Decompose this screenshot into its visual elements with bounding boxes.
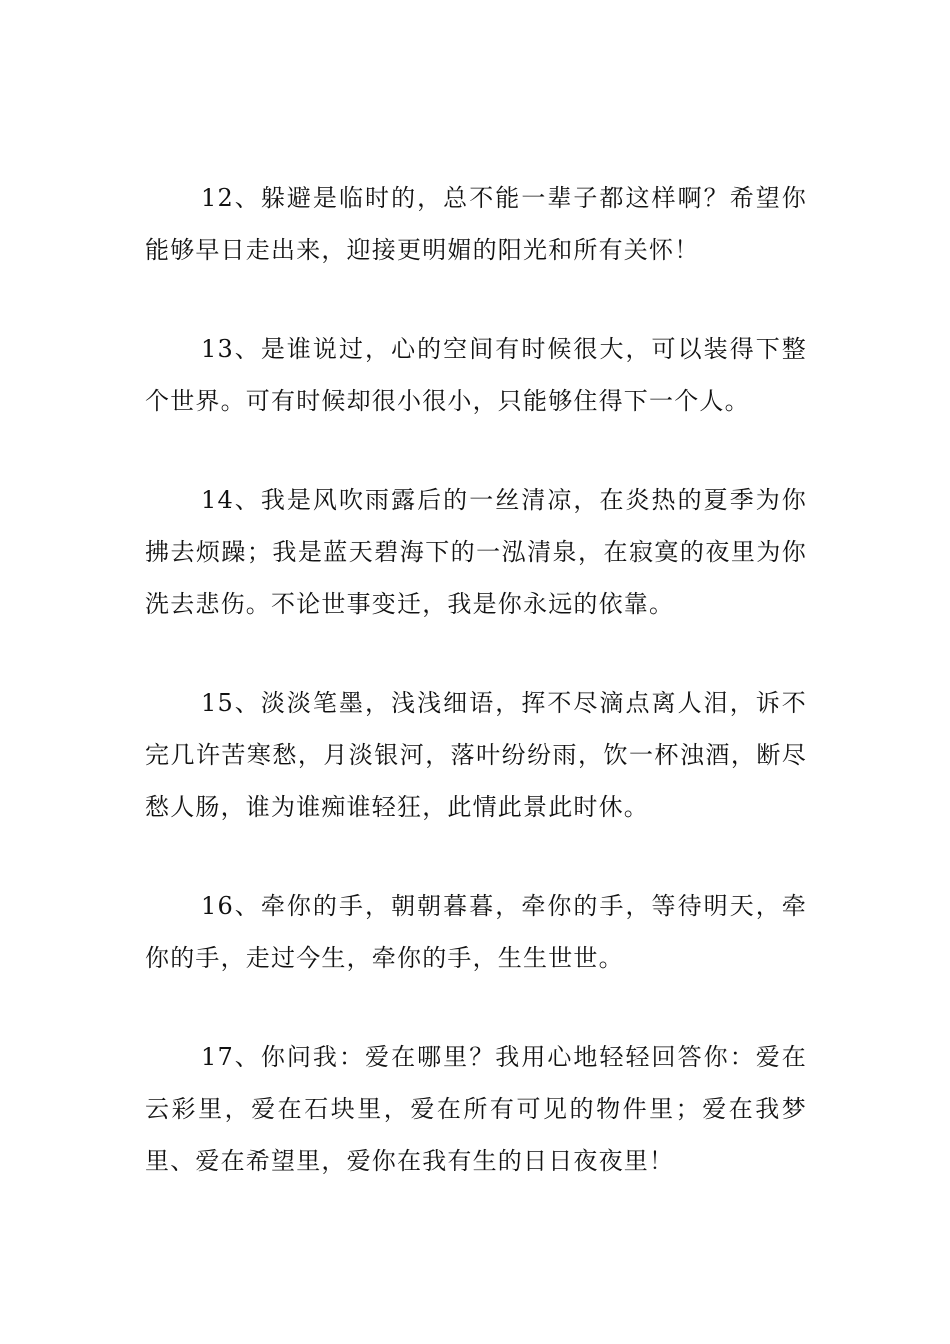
paragraph-16: 16、牵你的手，朝朝暮暮，牵你的手，等待明天，牵你的手，走过今生，牵你的手，生生世世。 (145, 892, 807, 972)
paragraph-15: 15、淡淡笔墨，浅浅细语，挥不尽滴点离人泪，诉不完几许苦寒愁，月淡银河，落叶纷纷雨，饮一杯浊酒，断尽愁人肠，谁为谁痴谁轻狂，此情此景此时休。 (145, 689, 807, 821)
paragraph-13: 13、是谁说过，心的空间有时候很大，可以装得下整个世界。可有时候却很小很小，只能够住得下一个人。 (145, 335, 807, 415)
paragraph-14: 14、我是风吹雨露后的一丝清凉，在炎热的夏季为你拂去烦躁；我是蓝天碧海下的一泓清泉，在寂寞的夜里为你洗去悲伤。不论世事变迁，我是你永远的依靠。 (145, 486, 807, 618)
document-body (145, 172, 807, 1234)
paragraph-17: 17、你问我：爱在哪里？我用心地轻轻回答你：爱在云彩里，爱在石块里，爱在所有可见的物件里；爱在我梦里、爱在希望里，爱你在我有生的日日夜夜里！ (145, 1043, 807, 1175)
paragraph-12: 12、躲避是临时的，总不能一辈子都这样啊？希望你能够早日走出来，迎接更明媚的阳光和所有关怀！ (145, 184, 807, 264)
